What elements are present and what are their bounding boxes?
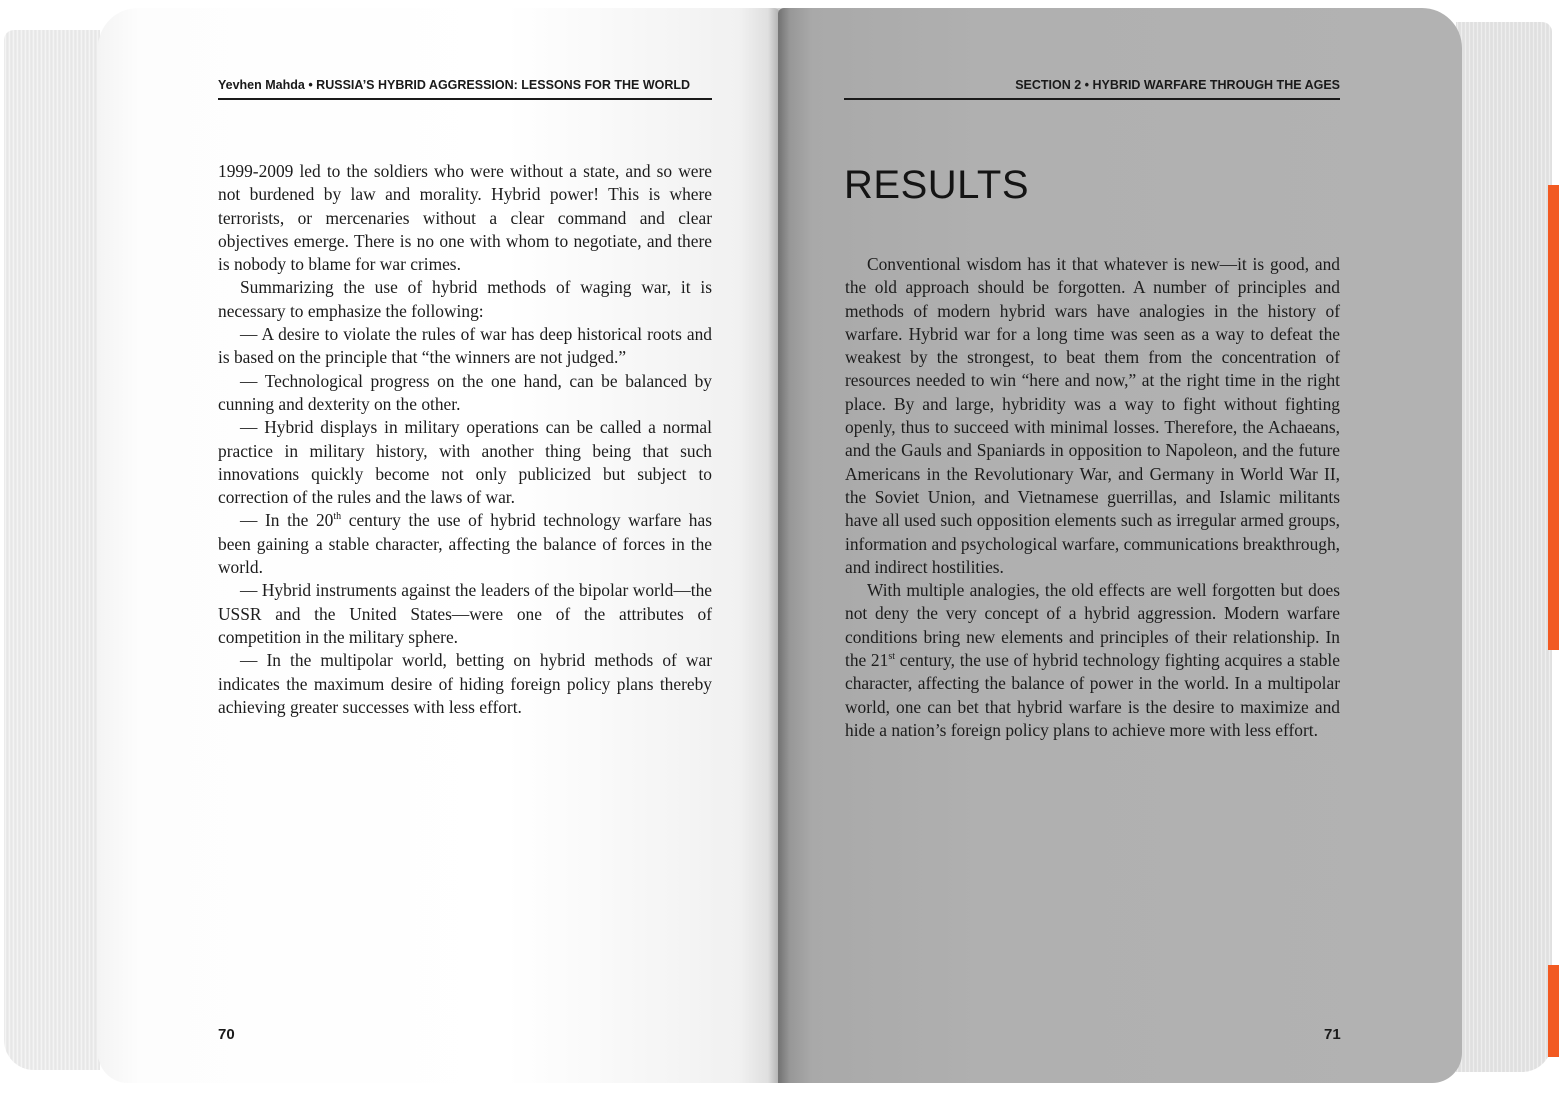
right-page [778,8,1462,1083]
running-head-author: Yevhen Mahda [218,78,305,92]
superscript: th [333,511,342,523]
text-run: century the use of hybrid technology warfare has been gaining a stable character, affecting the balance of forces in the world. [218,510,712,578]
running-head-separator: • [1081,78,1093,92]
page-number-right: 71 [1324,1026,1341,1043]
running-head-book-title: RUSSIA’S HYBRID AGGRESSION: LESSONS FOR THE WORLD [316,78,691,92]
running-head-section-title: HYBRID WARFARE THROUGH THE AGES [1092,78,1340,92]
list-item: — Technological progress on the one hand, can be balanced by cunning and dexterity on the other. [218,370,712,414]
edge-marker-orange [1548,185,1559,650]
right-page-edges [1456,22,1552,1072]
right-header-rule [844,98,1340,100]
superscript: st [888,651,895,663]
list-item: — Hybrid displays in military operations can be called a normal practice in military history, with another thing being that such innovations quickly become not only publicized but subject to correction of the rules and the laws of war. [218,417,712,508]
list-item: — In the multipolar world, betting on hybrid methods of war indicates the maximum desire of hiding foreign policy plans thereby achieving greater successes with less effort. [218,650,712,717]
text-run: century, the use of hybrid technology fighting acquires a stable character, affecting the balance of power in the world. In a multipolar world, one can bet that hybrid warfare is the desire to maximize and hide a nation’s foreign policy plans to achieve more with less effort. [845,650,1340,740]
text-run: With multiple analogies, the old effects are well forgotten but does not deny the very concept of a hybrid aggression. Modern warfare conditions bring new elements and principles of their relationship. In the 21 [845,580,1340,671]
paragraph: Summarizing the use of hybrid methods of waging war, it is necessary to emphasize the following: [218,277,712,321]
running-head-section: SECTION 2 [1015,78,1082,92]
left-page [98,8,780,1083]
list-item: — A desire to violate the rules of war has deep historical roots and is based on the principle that “the winners are not judged.” [218,324,712,368]
left-page-edges [4,30,100,1070]
edge-marker-orange-bottom [1548,965,1559,1057]
left-header-rule [218,98,712,100]
book-gutter [768,8,790,1083]
text-run: — In the 20 [240,510,334,531]
left-body-text [218,160,712,719]
page-number-left: 70 [218,1026,235,1043]
list-item: — Hybrid instruments against the leaders of the bipolar world—the USSR and the United States—were one of the attributes of competition in the military sphere. [218,580,712,647]
right-running-head [844,78,1340,92]
left-running-head [218,78,712,92]
paragraph: Conventional wisdom has it that whatever is new—it is good, and the old approach should be forgotten. A number of principles and methods of modern hybrid wars have analogies in the history of warfare. Hybrid war for a long time was seen as a way to defeat the weakest by the strongest, to beat them from the concentration of resources needed to win “here and now,” at the right time in the right place. By and large, hybridity was a way to fight without fighting openly, thus to succeed with minimal losses. Therefore, the Achaeans, and the Gauls and Spaniards in opposition to Napoleon, and the future Americans in the Revolutionary War, and Germany in World War II, the Soviet Union, and Vietnamese guerrillas, and Islamic militants have all used such opposition elements such as irregular armed groups, information and psychological warfare, communications breakthrough, and indirect hostilities. [845,254,1340,577]
paragraph [845,579,1340,742]
section-heading: RESULTS [844,163,1030,207]
right-body-text [845,253,1340,742]
running-head-separator: • [304,78,317,92]
list-item [218,509,712,579]
paragraph: 1999-2009 led to the soldiers who were without a state, and so were not burdened by law and morality. Hybrid power! This is where terrorists, or mercenaries without a clear command and clear objectives emerge. There is no one with whom to negotiate, and there is nobody to blame for war crimes. [218,161,712,275]
